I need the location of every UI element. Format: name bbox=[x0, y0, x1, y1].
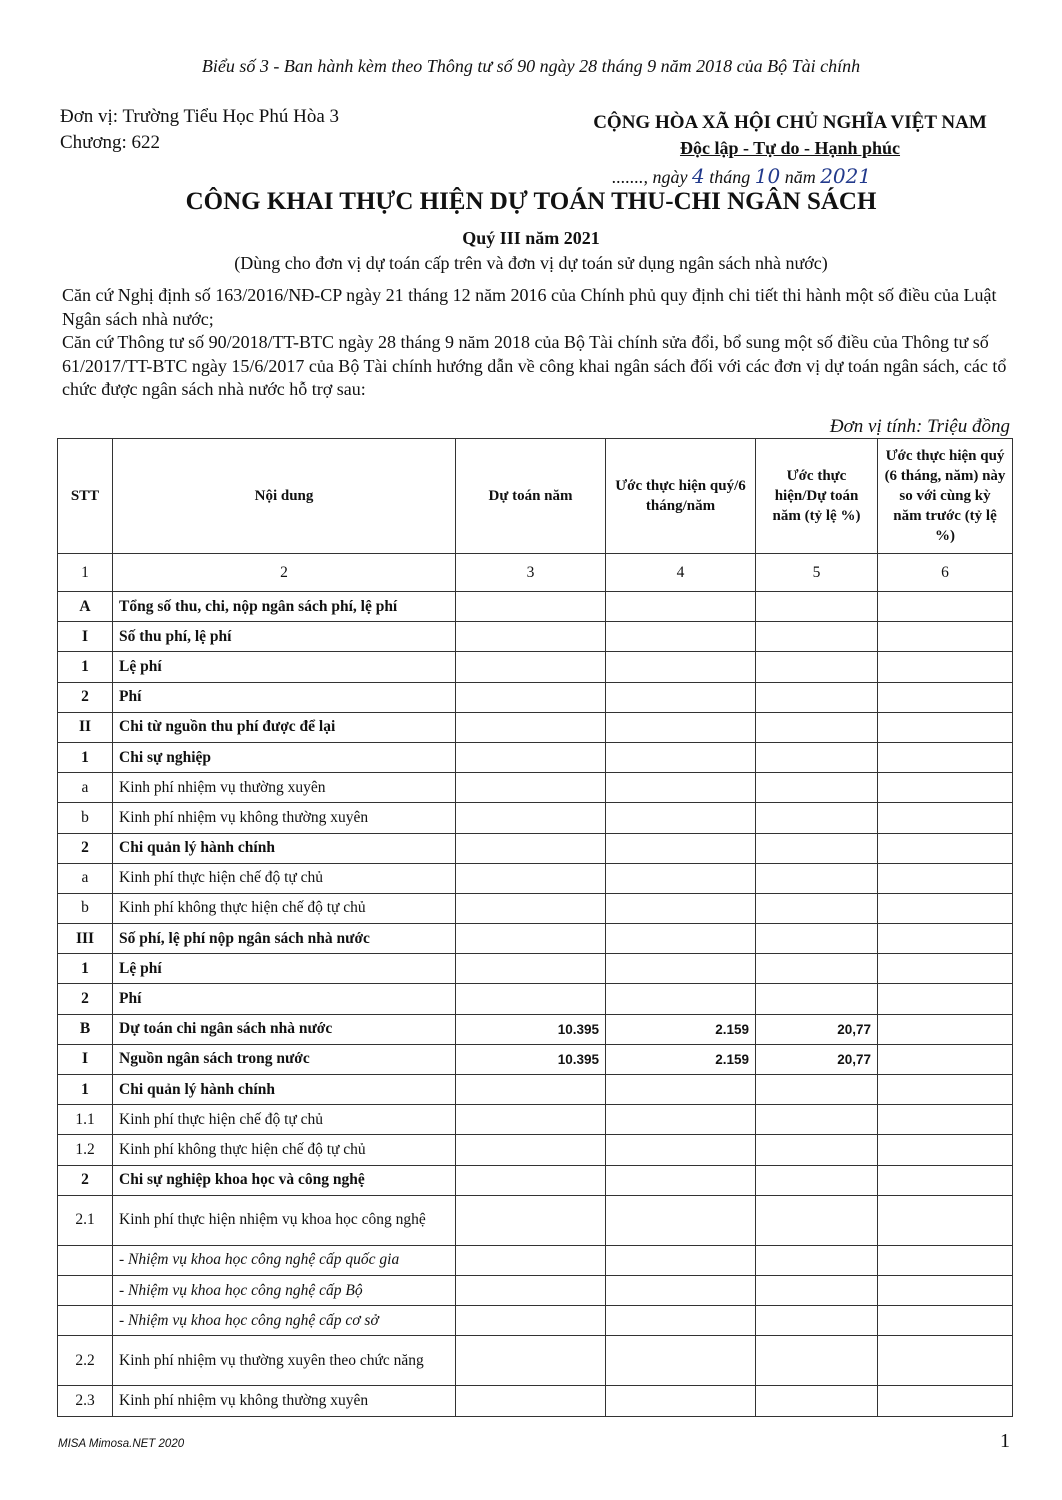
column-header: Ước thực hiện quý/6 tháng/năm bbox=[606, 439, 756, 554]
table-row bbox=[58, 1105, 1013, 1135]
date-year-label: năm bbox=[784, 167, 816, 187]
row-yoy-ratio bbox=[878, 833, 1013, 863]
row-estimated-execution bbox=[606, 1135, 756, 1165]
row-stt bbox=[58, 1275, 113, 1305]
table-row bbox=[58, 712, 1013, 742]
row-stt: 1 bbox=[58, 742, 113, 772]
column-header: Nội dung bbox=[113, 439, 456, 554]
table-row bbox=[58, 1386, 1013, 1416]
usage-note: (Dùng cho đơn vị dự toán cấp trên và đơn vị dự toán sử dụng ngân sách nhà nước) bbox=[234, 253, 828, 273]
row-yoy-ratio bbox=[878, 712, 1013, 742]
row-estimated-execution: 2.159 bbox=[606, 1044, 756, 1074]
table-row bbox=[58, 1306, 1013, 1336]
row-content: Số thu phí, lệ phí bbox=[113, 622, 456, 652]
row-execution-ratio bbox=[756, 1165, 878, 1195]
row-estimated-execution bbox=[606, 924, 756, 954]
row-annual-budget bbox=[456, 1245, 606, 1275]
row-yoy-ratio bbox=[878, 652, 1013, 682]
column-index: 3 bbox=[456, 554, 606, 592]
row-content: Chi sự nghiệp bbox=[113, 742, 456, 772]
row-stt: b bbox=[58, 803, 113, 833]
table-row bbox=[58, 742, 1013, 772]
column-header: Ước thực hiện/Dự toán năm (tỷ lệ %) bbox=[756, 439, 878, 554]
row-estimated-execution bbox=[606, 863, 756, 893]
row-stt: 1.1 bbox=[58, 1105, 113, 1135]
row-stt: 2.3 bbox=[58, 1386, 113, 1416]
column-index: 4 bbox=[606, 554, 756, 592]
row-annual-budget bbox=[456, 1336, 606, 1386]
row-yoy-ratio bbox=[878, 742, 1013, 772]
row-estimated-execution bbox=[606, 1075, 756, 1105]
row-execution-ratio bbox=[756, 1386, 878, 1416]
column-index: 1 bbox=[58, 554, 113, 592]
table-row bbox=[58, 893, 1013, 923]
row-stt: 2 bbox=[58, 682, 113, 712]
row-annual-budget bbox=[456, 682, 606, 712]
row-stt: 2 bbox=[58, 833, 113, 863]
row-execution-ratio bbox=[756, 1336, 878, 1386]
row-execution-ratio bbox=[756, 863, 878, 893]
column-header: STT bbox=[58, 439, 113, 554]
row-estimated-execution bbox=[606, 803, 756, 833]
row-yoy-ratio bbox=[878, 1165, 1013, 1195]
row-execution-ratio bbox=[756, 1075, 878, 1105]
row-annual-budget bbox=[456, 622, 606, 652]
page-number: 1 bbox=[1000, 1430, 1010, 1452]
table-row bbox=[58, 924, 1013, 954]
row-annual-budget bbox=[456, 1386, 606, 1416]
row-yoy-ratio bbox=[878, 1075, 1013, 1105]
unit-of-measure: Đơn vị tính: Triệu đồng bbox=[829, 416, 1010, 437]
row-estimated-execution bbox=[606, 652, 756, 682]
row-estimated-execution bbox=[606, 1165, 756, 1195]
row-execution-ratio bbox=[756, 592, 878, 622]
table-row bbox=[58, 1135, 1013, 1165]
row-estimated-execution bbox=[606, 592, 756, 622]
date-month-label: tháng bbox=[709, 167, 751, 187]
row-estimated-execution bbox=[606, 682, 756, 712]
row-content: Dự toán chi ngân sách nhà nước bbox=[113, 1014, 456, 1044]
row-execution-ratio bbox=[756, 803, 878, 833]
row-execution-ratio bbox=[756, 984, 878, 1014]
row-yoy-ratio bbox=[878, 592, 1013, 622]
row-execution-ratio bbox=[756, 924, 878, 954]
row-yoy-ratio bbox=[878, 773, 1013, 803]
row-stt: 2 bbox=[58, 984, 113, 1014]
row-content: Lệ phí bbox=[113, 954, 456, 984]
national-motto: Độc lập - Tự do - Hạnh phúc bbox=[679, 138, 901, 158]
row-execution-ratio bbox=[756, 652, 878, 682]
table-row bbox=[58, 1245, 1013, 1275]
document-subtitle: Quý III năm 2021 bbox=[462, 228, 600, 248]
row-stt bbox=[58, 1306, 113, 1336]
row-yoy-ratio bbox=[878, 984, 1013, 1014]
row-stt: 1.2 bbox=[58, 1135, 113, 1165]
row-content: Lệ phí bbox=[113, 652, 456, 682]
row-annual-budget bbox=[456, 984, 606, 1014]
row-stt bbox=[58, 1245, 113, 1275]
row-estimated-execution: 2.159 bbox=[606, 1014, 756, 1044]
row-estimated-execution bbox=[606, 1336, 756, 1386]
row-stt: A bbox=[58, 592, 113, 622]
table-row bbox=[58, 1014, 1013, 1044]
table-row bbox=[58, 592, 1013, 622]
row-content: Kinh phí nhiệm vụ không thường xuyên bbox=[113, 803, 456, 833]
row-annual-budget bbox=[456, 712, 606, 742]
row-annual-budget bbox=[456, 1165, 606, 1195]
row-yoy-ratio bbox=[878, 1135, 1013, 1165]
table-row bbox=[58, 773, 1013, 803]
row-annual-budget bbox=[456, 1275, 606, 1305]
column-header: Dự toán năm bbox=[456, 439, 606, 554]
row-execution-ratio bbox=[756, 1105, 878, 1135]
row-content: Kinh phí thực hiện chế độ tự chủ bbox=[113, 1105, 456, 1135]
row-annual-budget bbox=[456, 803, 606, 833]
legal-basis-item: Căn cứ Nghị định số 163/2016/NĐ-CP ngày 21 tháng 12 năm 2016 của Chính phủ quy định chi tiết thi hành một số điều của Luật Ngân sách nhà nước; bbox=[62, 285, 997, 329]
row-estimated-execution bbox=[606, 742, 756, 772]
date-month: 10 bbox=[754, 164, 781, 188]
country-name: CỘNG HÒA XÃ HỘI CHỦ NGHĨA VIỆT NAM bbox=[593, 112, 987, 133]
column-header: Ước thực hiện quý (6 tháng, năm) này so với cùng kỳ năm trước (tỷ lệ %) bbox=[878, 439, 1013, 554]
row-estimated-execution bbox=[606, 984, 756, 1014]
row-annual-budget: 10.395 bbox=[456, 1014, 606, 1044]
row-execution-ratio bbox=[756, 954, 878, 984]
table-row bbox=[58, 863, 1013, 893]
row-yoy-ratio bbox=[878, 1195, 1013, 1245]
table-row bbox=[58, 622, 1013, 652]
row-execution-ratio bbox=[756, 712, 878, 742]
row-yoy-ratio bbox=[878, 863, 1013, 893]
row-stt: III bbox=[58, 924, 113, 954]
row-content: Tổng số thu, chi, nộp ngân sách phí, lệ phí bbox=[113, 592, 456, 622]
row-content: Chi quản lý hành chính bbox=[113, 833, 456, 863]
row-stt: 2.2 bbox=[58, 1336, 113, 1386]
row-content: - Nhiệm vụ khoa học công nghệ cấp cơ sở bbox=[113, 1306, 456, 1336]
row-yoy-ratio bbox=[878, 954, 1013, 984]
row-stt: b bbox=[58, 893, 113, 923]
row-content: Nguồn ngân sách trong nước bbox=[113, 1044, 456, 1074]
row-execution-ratio bbox=[756, 1195, 878, 1245]
row-annual-budget bbox=[456, 1195, 606, 1245]
row-content: Kinh phí không thực hiện chế độ tự chủ bbox=[113, 893, 456, 923]
row-stt: 1 bbox=[58, 652, 113, 682]
national-header bbox=[525, 112, 1055, 159]
row-annual-budget bbox=[456, 742, 606, 772]
row-annual-budget bbox=[456, 833, 606, 863]
legal-basis bbox=[62, 284, 1012, 402]
unit-info bbox=[60, 104, 339, 156]
table-row bbox=[58, 1075, 1013, 1105]
row-yoy-ratio bbox=[878, 1306, 1013, 1336]
row-execution-ratio bbox=[756, 1275, 878, 1305]
row-yoy-ratio bbox=[878, 622, 1013, 652]
document-title: CÔNG KHAI THỰC HIỆN DỰ TOÁN THU-CHI NGÂN SÁCH bbox=[185, 188, 877, 215]
row-estimated-execution bbox=[606, 1275, 756, 1305]
row-estimated-execution bbox=[606, 622, 756, 652]
column-index: 2 bbox=[113, 554, 456, 592]
row-yoy-ratio bbox=[878, 1105, 1013, 1135]
row-annual-budget bbox=[456, 1306, 606, 1336]
budget-table bbox=[57, 438, 1013, 1417]
row-annual-budget bbox=[456, 893, 606, 923]
date-line bbox=[612, 164, 871, 188]
row-stt: 2.1 bbox=[58, 1195, 113, 1245]
table-header-row bbox=[58, 439, 1013, 554]
row-content: Kinh phí nhiệm vụ thường xuyên theo chức năng bbox=[113, 1336, 456, 1386]
row-estimated-execution bbox=[606, 893, 756, 923]
legal-basis-item: Căn cứ Thông tư số 90/2018/TT-BTC ngày 28 tháng 9 năm 2018 của Bộ Tài chính sửa đổi, bổ sung một số điều của Thông tư số 61/2017/TT-BTC ngày 15/6/2017 của Bộ Tài chính hướng dẫn về công khai ngân sách đối với các đơn vị dự toán ngân sách, các tổ chức được ngân sách nhà nước hỗ trợ sau: bbox=[62, 332, 1007, 399]
row-stt: I bbox=[58, 1044, 113, 1074]
table-row bbox=[58, 652, 1013, 682]
row-yoy-ratio bbox=[878, 1014, 1013, 1044]
row-execution-ratio bbox=[756, 682, 878, 712]
table-row bbox=[58, 833, 1013, 863]
date-day: 4 bbox=[692, 164, 705, 188]
row-annual-budget bbox=[456, 652, 606, 682]
row-content: Phí bbox=[113, 984, 456, 1014]
date-prefix: ......., ngày bbox=[612, 167, 688, 187]
row-yoy-ratio bbox=[878, 1386, 1013, 1416]
row-stt: 2 bbox=[58, 1165, 113, 1195]
row-execution-ratio bbox=[756, 833, 878, 863]
row-content: - Nhiệm vụ khoa học công nghệ cấp quốc gia bbox=[113, 1245, 456, 1275]
row-content: Kinh phí nhiệm vụ thường xuyên bbox=[113, 773, 456, 803]
row-execution-ratio bbox=[756, 1135, 878, 1165]
row-stt: 1 bbox=[58, 954, 113, 984]
row-estimated-execution bbox=[606, 1386, 756, 1416]
row-yoy-ratio bbox=[878, 924, 1013, 954]
table-row bbox=[58, 803, 1013, 833]
row-content: Kinh phí không thực hiện chế độ tự chủ bbox=[113, 1135, 456, 1165]
row-content: Chi quản lý hành chính bbox=[113, 1075, 456, 1105]
row-yoy-ratio bbox=[878, 682, 1013, 712]
row-annual-budget bbox=[456, 1105, 606, 1135]
form-reference-note: Biểu số 3 - Ban hành kèm theo Thông tư số 90 ngày 28 tháng 9 năm 2018 của Bộ Tài chính bbox=[201, 56, 861, 76]
row-yoy-ratio bbox=[878, 1275, 1013, 1305]
date-year: 2021 bbox=[820, 164, 872, 188]
row-yoy-ratio bbox=[878, 1044, 1013, 1074]
row-annual-budget bbox=[456, 1075, 606, 1105]
row-stt: B bbox=[58, 1014, 113, 1044]
unit-name: Đơn vị: Trường Tiểu Học Phú Hòa 3 bbox=[60, 106, 340, 127]
row-yoy-ratio bbox=[878, 1336, 1013, 1386]
row-content: Số phí, lệ phí nộp ngân sách nhà nước bbox=[113, 924, 456, 954]
row-execution-ratio bbox=[756, 1306, 878, 1336]
table-row bbox=[58, 954, 1013, 984]
row-annual-budget bbox=[456, 924, 606, 954]
row-stt: 1 bbox=[58, 1075, 113, 1105]
row-execution-ratio: 20,77 bbox=[756, 1044, 878, 1074]
table-body bbox=[58, 592, 1013, 1417]
row-stt: I bbox=[58, 622, 113, 652]
row-execution-ratio bbox=[756, 773, 878, 803]
row-yoy-ratio bbox=[878, 803, 1013, 833]
row-content: Phí bbox=[113, 682, 456, 712]
table-row bbox=[58, 984, 1013, 1014]
row-estimated-execution bbox=[606, 954, 756, 984]
table-row bbox=[58, 682, 1013, 712]
row-annual-budget bbox=[456, 1135, 606, 1165]
row-execution-ratio bbox=[756, 742, 878, 772]
row-execution-ratio: 20,77 bbox=[756, 1014, 878, 1044]
table-row bbox=[58, 1195, 1013, 1245]
table-row bbox=[58, 1336, 1013, 1386]
row-annual-budget bbox=[456, 592, 606, 622]
row-annual-budget: 10.395 bbox=[456, 1044, 606, 1074]
chapter-code: Chương: 622 bbox=[60, 132, 161, 153]
row-content: Kinh phí thực hiện chế độ tự chủ bbox=[113, 863, 456, 893]
row-estimated-execution bbox=[606, 773, 756, 803]
row-execution-ratio bbox=[756, 622, 878, 652]
table-row bbox=[58, 1275, 1013, 1305]
column-index: 5 bbox=[756, 554, 878, 592]
row-yoy-ratio bbox=[878, 1245, 1013, 1275]
row-content: Kinh phí nhiệm vụ không thường xuyên bbox=[113, 1386, 456, 1416]
row-stt: a bbox=[58, 773, 113, 803]
row-execution-ratio bbox=[756, 893, 878, 923]
row-annual-budget bbox=[456, 954, 606, 984]
row-content: Kinh phí thực hiện nhiệm vụ khoa học công nghệ bbox=[113, 1195, 456, 1245]
column-index: 6 bbox=[878, 554, 1013, 592]
row-estimated-execution bbox=[606, 833, 756, 863]
row-annual-budget bbox=[456, 773, 606, 803]
row-estimated-execution bbox=[606, 1195, 756, 1245]
row-content: Chi sự nghiệp khoa học và công nghệ bbox=[113, 1165, 456, 1195]
row-annual-budget bbox=[456, 863, 606, 893]
row-estimated-execution bbox=[606, 1306, 756, 1336]
row-execution-ratio bbox=[756, 1245, 878, 1275]
column-index-row bbox=[58, 554, 1013, 592]
table-row bbox=[58, 1044, 1013, 1074]
row-estimated-execution bbox=[606, 1245, 756, 1275]
software-footer: MISA Mimosa.NET 2020 bbox=[58, 1438, 185, 1450]
row-estimated-execution bbox=[606, 712, 756, 742]
row-content: - Nhiệm vụ khoa học công nghệ cấp Bộ bbox=[113, 1275, 456, 1305]
row-estimated-execution bbox=[606, 1105, 756, 1135]
row-content: Chi từ nguồn thu phí được để lại bbox=[113, 712, 456, 742]
table-row bbox=[58, 1165, 1013, 1195]
row-yoy-ratio bbox=[878, 893, 1013, 923]
row-stt: a bbox=[58, 863, 113, 893]
row-stt: II bbox=[58, 712, 113, 742]
